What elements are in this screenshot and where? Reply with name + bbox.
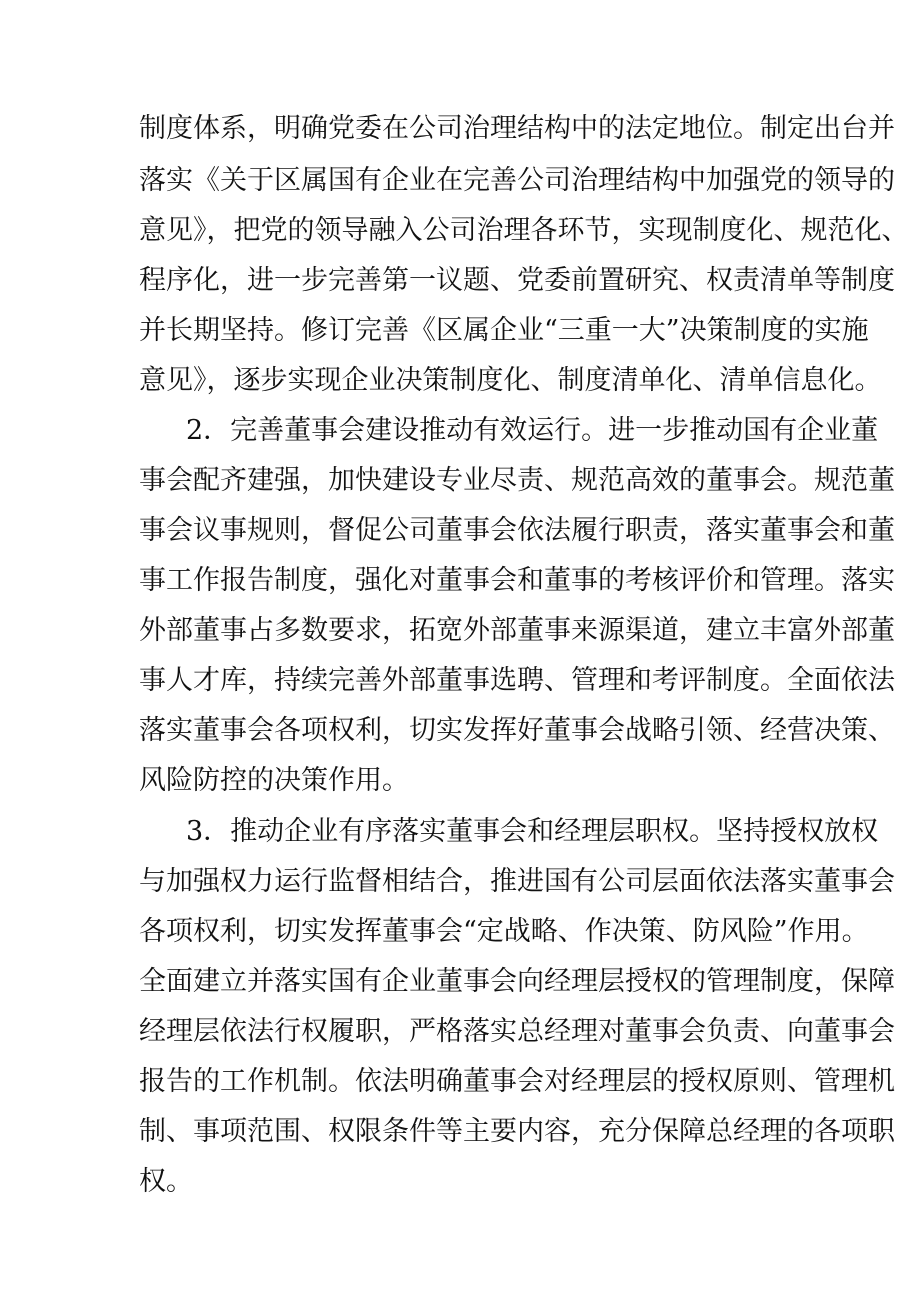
text-line: 事会议事规则，督促公司董事会依法履行职责，落实董事会和董 (139, 515, 895, 546)
text-line: 程序化，进一步完善第一议题、党委前置研究、权责清单等制度 (139, 265, 895, 296)
text-line: 与加强权力运行监督相结合，推进国有公司层面依法落实董事会 (139, 866, 895, 897)
text-line: 意见》，把党的领导融入公司治理各环节，实现制度化、规范化、 (139, 215, 909, 246)
paragraph-heading-2: 2．完善董事会建设推动有效运行。进一步推动国有企业董 (186, 415, 879, 446)
text-line: 落实董事会各项权利，切实发挥好董事会战略引领、经营决策、 (139, 715, 895, 746)
text-line: 风险防控的决策作用。 (139, 765, 409, 796)
text-line: 制、事项范围、权限条件等主要内容，充分保障总经理的各项职 (139, 1116, 895, 1147)
paragraph-heading-3: 3．推动企业有序落实董事会和经理层职权。坚持授权放权 (186, 816, 879, 847)
text-line: 全面建立并落实国有企业董事会向经理层授权的管理制度，保障 (139, 966, 895, 997)
text-line: 经理层依法行权履职，严格落实总经理对董事会负责、向董事会 (139, 1016, 895, 1047)
text-line: 外部董事占多数要求，拓宽外部董事来源渠道，建立丰富外部董 (139, 615, 895, 646)
text-line: 并长期坚持。修订完善《区属企业“三重一大”决策制度的实施 (139, 315, 869, 346)
text-line: 事会配齐建强，加快建设专业尽责、规范高效的董事会。规范董 (139, 465, 895, 496)
text-line: 落实《关于区属国有企业在完善公司治理结构中加强党的领导的 (139, 165, 895, 196)
text-line: 权。 (139, 1166, 193, 1197)
text-line: 各项权利，切实发挥董事会“定战略、作决策、防风险”作用。 (139, 916, 869, 947)
text-line: 报告的工作机制。依法明确董事会对经理层的授权原则、管理机 (139, 1066, 895, 1097)
text-line: 意见》，逐步实现企业决策制度化、制度清单化、清单信息化。 (139, 365, 882, 396)
text-line: 制度体系，明确党委在公司治理结构中的法定地位。制定出台并 (139, 113, 895, 144)
text-line: 事人才库，持续完善外部董事选聘、管理和考评制度。全面依法 (139, 665, 895, 696)
text-line: 事工作报告制度，强化对董事会和董事的考核评价和管理。落实 (139, 565, 895, 596)
